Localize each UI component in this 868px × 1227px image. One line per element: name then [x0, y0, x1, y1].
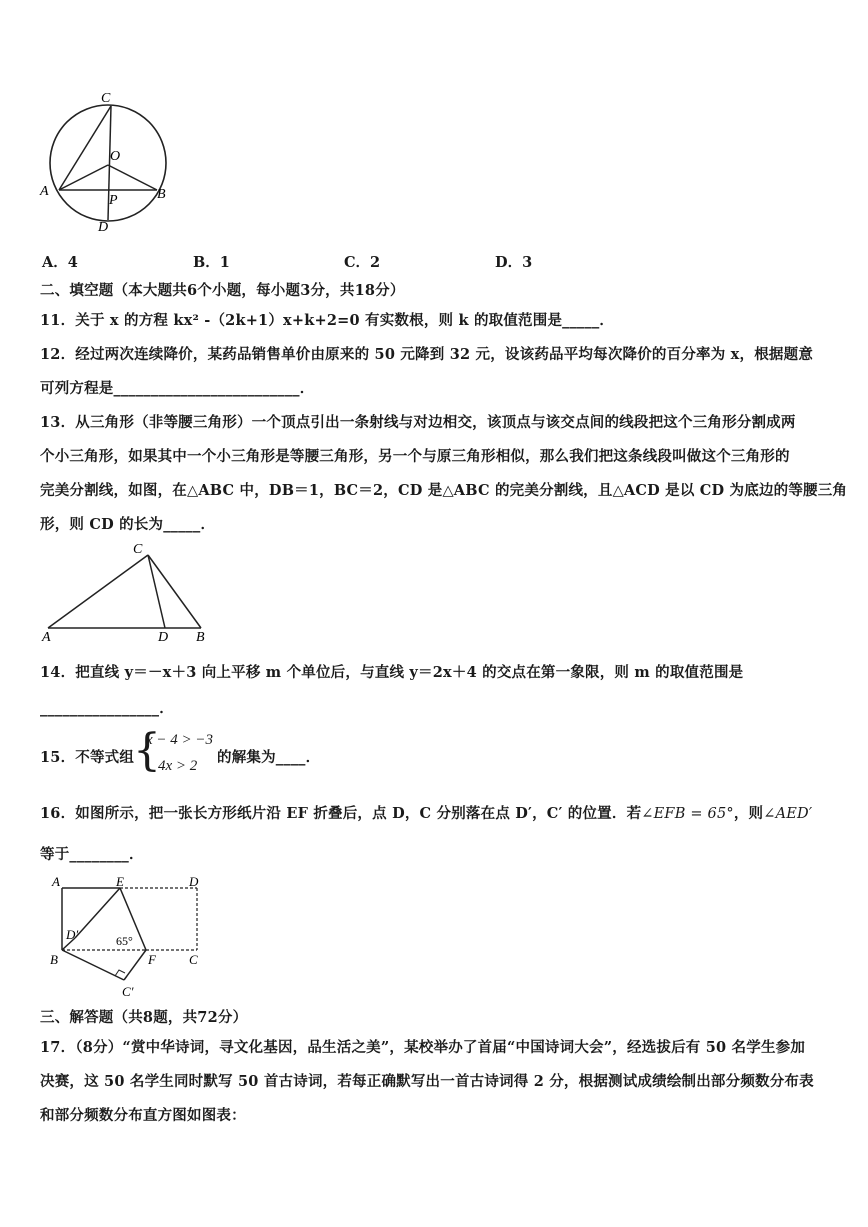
- question-13-line1: 13．从三角形（非等腰三角形）一个顶点引出一条射线与对边相交，该顶点与该交点间的线段把这个三角形分割成两: [40, 414, 796, 431]
- question-12-line2: 可列方程是_________________________．: [40, 380, 315, 397]
- question-15-prefix: 15．不等式组: [40, 749, 135, 766]
- choice-d: D．3: [495, 254, 533, 271]
- question-16-line2: 等于________．: [40, 846, 144, 863]
- question-15-suffix: 的解集为____．: [217, 749, 321, 766]
- label-b: B: [157, 187, 166, 202]
- label-c: C: [101, 91, 111, 106]
- label-c: C: [189, 952, 198, 967]
- label-a: A: [40, 184, 49, 199]
- question-17-line2: 决赛，这 50 名学生同时默写 50 首古诗词，若每正确默写出一首古诗词得 2 分，根据测试成绩绘制出部分频数分布表: [40, 1073, 814, 1090]
- question-13-line4: 形，则 CD 的长为_____．: [40, 516, 216, 533]
- label-a: A: [52, 874, 60, 889]
- question-13-line2: 个小三角形，如果其中一个小三角形是等腰三角形，另一个与原三角形相似，那么我们把这条线段叫做这个三角形的: [40, 448, 790, 465]
- label-d-prime: D′: [66, 927, 79, 942]
- label-a: A: [42, 630, 51, 645]
- inequality-2: 4x > 2: [158, 758, 198, 774]
- label-p: P: [109, 193, 118, 208]
- label-b: B: [196, 630, 205, 645]
- section2-title: 二、填空题（本大题共6个小题，每小题3分，共18分）: [40, 282, 405, 299]
- label-o: O: [110, 149, 121, 164]
- question-11: 11．关于 x 的方程 kx² -（2k+1）x+k+2=0 有实数根，则 k 的取值范围是_____．: [40, 312, 615, 329]
- label-b: B: [50, 952, 58, 967]
- label-d: D: [158, 630, 169, 645]
- choice-b: B．1: [193, 254, 230, 271]
- question-13-line3: 完美分割线，如图，在△ABC 中，DB＝1，BC＝2，CD 是△ABC 的完美分割线，且△ACD 是以 CD 为底边的等腰三角: [40, 482, 848, 499]
- question-17-line3: 和部分频数分布直方图如图表：: [40, 1107, 246, 1124]
- choice-a: A．4: [42, 254, 78, 271]
- folded-rectangle-figure: [40, 872, 220, 1002]
- question-17-line1: 17．（8分）“赏中华诗词，寻文化基因，品生活之美”，某校举办了首届“中国诗词大会”，经选拔后有 50 名学生参加: [40, 1039, 806, 1056]
- question-16-line1: 16．如图所示，把一张长方形纸片沿 EF 折叠后，点 D，C 分别落在点 D′，C′ 的位置．若∠EFB = 65°，则∠AED′: [40, 805, 813, 822]
- inequality-1: x − 4 > −3: [146, 732, 214, 748]
- question-14-line1: 14．把直线 y＝－x＋3 向上平移 m 个单位后，与直线 y＝2x＋4 的交点在第一象限，则 m 的取值范围是: [40, 664, 744, 681]
- label-c: C: [133, 542, 143, 557]
- section3-title: 三、解答题（共8题，共72分）: [40, 1009, 248, 1026]
- brace: {: [133, 725, 161, 776]
- label-d: D: [98, 220, 109, 235]
- label-f: F: [148, 952, 156, 967]
- question-14-line2: ________________．: [40, 700, 174, 717]
- circle-figure: [36, 88, 176, 238]
- label-c-prime: C′: [122, 984, 134, 999]
- triangle-figure: [38, 537, 218, 647]
- label-e: E: [116, 874, 124, 889]
- choice-c: C．2: [344, 254, 381, 271]
- label-d: D: [189, 874, 199, 889]
- label-angle: 65°: [116, 934, 133, 948]
- question-12-line1: 12．经过两次连续降价，某药品销售单价由原来的 50 元降到 32 元，设该药品平均每次降价的百分率为 x，根据题意: [40, 346, 814, 363]
